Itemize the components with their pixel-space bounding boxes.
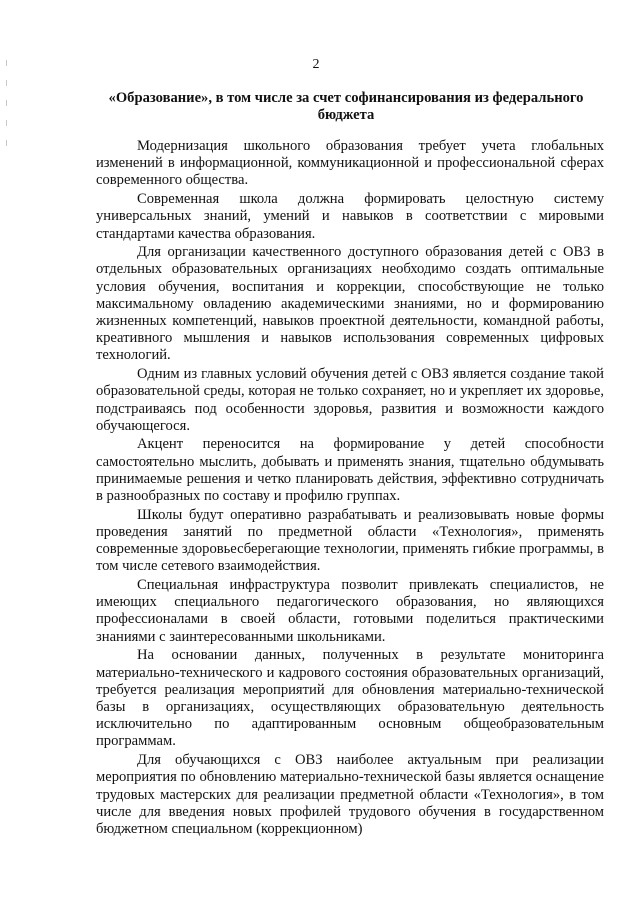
paragraph: Специальная инфраструктура позволит привлекать специалистов, не имеющих специального педагогического образования, но являющихся профессионалами в своей области, готовыми поделиться практическими знаниями с заинтересованными школьниками. [96,577,604,645]
paragraph: Акцент переносится на формирование у детей способности самостоятельно мыслить, добывать и применять знания, тщательно обдумывать принимаемые решения и четко планировать действия, эффективно сотрудничать в разнообразных по составу и профилю группах. [96,436,604,505]
section-title: «Образование», в том числе за счет софинансирования из федерального бюджета [108,90,584,123]
paragraph: Школы будут оперативно разрабатывать и реализовывать новые формы проведения занятий по предметной области «Технология», применять современные здоровьесберегающие технологии, применять гибкие программы, в том числе сетевого взаимодействия. [96,506,604,575]
scan-margin-marks [6,60,10,180]
scan-mark [6,120,7,126]
paragraph: На основании данных, полученных в результате мониторинга материально-технического и кадрового состояния образовательных организаций, требуется реализация мероприятий для обновления материально-технической базы в организациях, осуществляющих образовательную деятельность исключительно по адаптированным основным общеобразовательным программам. [96,647,604,750]
scan-mark [6,100,7,106]
scan-mark [6,80,7,86]
paragraph: Одним из главных условий обучения детей с ОВЗ является создание такой образовательной среды, которая не только сохраняет, но и укрепляет их здоровье, подстраиваясь под особенности здоровья, развития и возможности каждого обучающегося. [96,366,604,434]
body-text [96,138,604,840]
paragraph: Модернизация школьного образования требует учета глобальных изменений в информационной, коммуникационной и профессиональной сферах современного общества. [96,138,604,189]
paragraph: Современная школа должна формировать целостную систему универсальных знаний, умений и навыков в соответствии с мировыми стандартами качества образования. [96,191,604,242]
paragraph: Для обучающихся с ОВЗ наиболее актуальным при реализации мероприятия по обновлению материально-технической базы является оснащение трудовых мастерских для реализации предметной области «Технология», в том числе для введения новых профилей трудового обучения в государственном бюджетном специальном (коррекционном) [96,752,604,837]
paragraph: Для организации качественного доступного образования детей с ОВЗ в отдельных образовательных организациях необходимо создать оптимальные условия обучения, воспитания и коррекции, способствующие не только максимальному овладению академическими знаниями, но и формированию жизненных компетенций, навыков проектной деятельности, командной работы, креативного мышления и навыков использования современных цифровых технологий. [96,244,604,364]
page-number: 2 [312,57,320,72]
scan-mark [6,140,7,146]
